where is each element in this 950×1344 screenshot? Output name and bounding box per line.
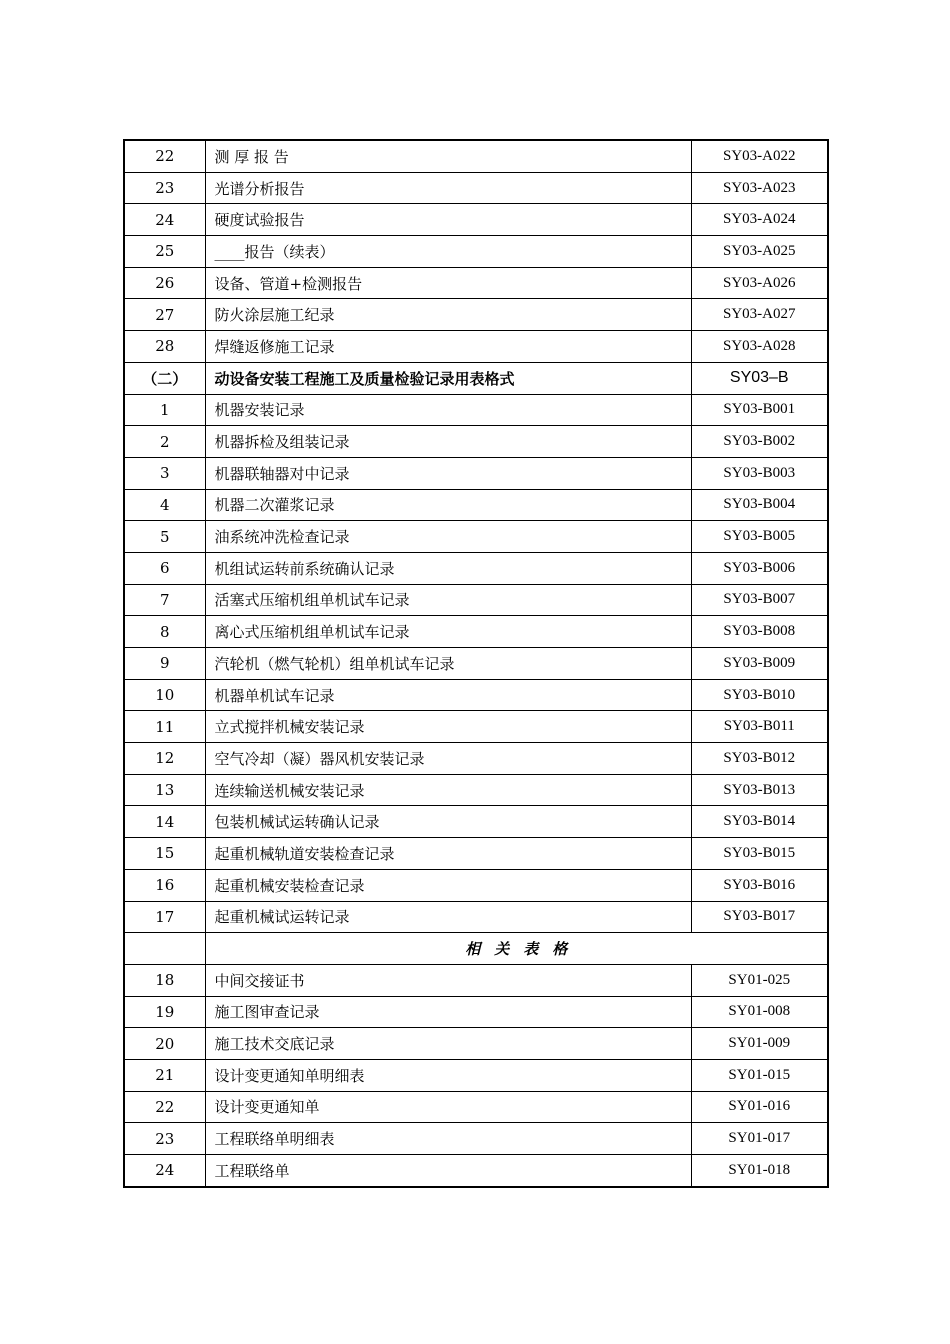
table-row <box>124 521 828 553</box>
form-code: SY01-017 <box>691 1123 828 1155</box>
form-name: 活塞式压缩机组单机试车记录 <box>205 584 691 616</box>
form-code: SY03-B007 <box>691 584 828 616</box>
form-name: ____报告（续表） <box>205 236 691 268</box>
row-number: 15 <box>124 838 205 870</box>
table-row <box>124 331 828 363</box>
form-index-table-container <box>123 139 827 1188</box>
table-row <box>124 1123 828 1155</box>
form-code: SY03-B006 <box>691 552 828 584</box>
form-code: SY03-B010 <box>691 679 828 711</box>
form-code: SY03-B005 <box>691 521 828 553</box>
row-number: 21 <box>124 1059 205 1091</box>
form-code: SY03-B003 <box>691 457 828 489</box>
table-row <box>124 1155 828 1187</box>
form-index-table-body <box>124 140 828 1187</box>
table-row <box>124 648 828 680</box>
form-name: 光谱分析报告 <box>205 172 691 204</box>
form-name: 机器单机试车记录 <box>205 679 691 711</box>
table-row <box>124 299 828 331</box>
form-name: 机组试运转前系统确认记录 <box>205 552 691 584</box>
form-name: 连续输送机械安装记录 <box>205 774 691 806</box>
form-code: SY03-A026 <box>691 267 828 299</box>
empty-cell <box>124 933 205 965</box>
form-name: 油系统冲洗检查记录 <box>205 521 691 553</box>
form-name: 立式搅拌机械安装记录 <box>205 711 691 743</box>
form-name: 设备、管道+检测报告 <box>205 267 691 299</box>
row-number: 9 <box>124 648 205 680</box>
row-number: 23 <box>124 1123 205 1155</box>
form-name: 施工技术交底记录 <box>205 1028 691 1060</box>
table-row <box>124 394 828 426</box>
form-name: 起重机械轨道安装检查记录 <box>205 838 691 870</box>
form-name: 施工图审查记录 <box>205 996 691 1028</box>
row-number: 4 <box>124 489 205 521</box>
table-row <box>124 774 828 806</box>
form-code: SY03-A025 <box>691 236 828 268</box>
section-title: 动设备安装工程施工及质量检验记录用表格式 <box>205 362 691 394</box>
row-number: 22 <box>124 140 205 172</box>
table-row <box>124 489 828 521</box>
form-code: SY03-B016 <box>691 869 828 901</box>
row-number: 10 <box>124 679 205 711</box>
table-row <box>124 1028 828 1060</box>
form-name: 机器安装记录 <box>205 394 691 426</box>
row-number: 8 <box>124 616 205 648</box>
related-forms-heading-row <box>124 933 828 965</box>
form-name: 机器二次灌浆记录 <box>205 489 691 521</box>
row-number: 17 <box>124 901 205 933</box>
table-row <box>124 236 828 268</box>
form-index-table <box>123 139 829 1188</box>
form-code: SY03-B012 <box>691 743 828 775</box>
table-row <box>124 457 828 489</box>
section-code: SY03–B <box>691 362 828 394</box>
row-number: 27 <box>124 299 205 331</box>
table-row <box>124 172 828 204</box>
form-name: 起重机械安装检查记录 <box>205 869 691 901</box>
table-row <box>124 964 828 996</box>
table-row <box>124 996 828 1028</box>
table-row <box>124 901 828 933</box>
row-number: 23 <box>124 172 205 204</box>
row-number: 20 <box>124 1028 205 1060</box>
form-name: 包装机械试运转确认记录 <box>205 806 691 838</box>
row-number: 5 <box>124 521 205 553</box>
form-code: SY03-B009 <box>691 648 828 680</box>
form-code: SY03-A027 <box>691 299 828 331</box>
row-number: 18 <box>124 964 205 996</box>
form-code: SY01-009 <box>691 1028 828 1060</box>
table-row <box>124 679 828 711</box>
row-number: 16 <box>124 869 205 901</box>
form-code: SY01-008 <box>691 996 828 1028</box>
form-code: SY03-B001 <box>691 394 828 426</box>
table-row <box>124 838 828 870</box>
row-number: 19 <box>124 996 205 1028</box>
table-row <box>124 584 828 616</box>
form-code: SY03-A024 <box>691 204 828 236</box>
form-name: 中间交接证书 <box>205 964 691 996</box>
row-number: 28 <box>124 331 205 363</box>
form-name: 工程联络单明细表 <box>205 1123 691 1155</box>
row-number: 3 <box>124 457 205 489</box>
row-number: 14 <box>124 806 205 838</box>
table-row <box>124 711 828 743</box>
table-row <box>124 869 828 901</box>
row-number: 11 <box>124 711 205 743</box>
row-number: 24 <box>124 204 205 236</box>
form-code: SY03-B017 <box>691 901 828 933</box>
form-name: 硬度试验报告 <box>205 204 691 236</box>
form-name: 机器拆检及组装记录 <box>205 426 691 458</box>
form-name: 离心式压缩机组单机试车记录 <box>205 616 691 648</box>
form-code: SY01-015 <box>691 1059 828 1091</box>
form-code: SY03-A028 <box>691 331 828 363</box>
form-name: 设计变更通知单明细表 <box>205 1059 691 1091</box>
form-code: SY03-A023 <box>691 172 828 204</box>
form-code: SY03-B011 <box>691 711 828 743</box>
form-code: SY03-B014 <box>691 806 828 838</box>
form-name: 设计变更通知单 <box>205 1091 691 1123</box>
form-name: 起重机械试运转记录 <box>205 901 691 933</box>
form-name: 工程联络单 <box>205 1155 691 1187</box>
form-name: 测 厚 报 告 <box>205 140 691 172</box>
form-code: SY03-B013 <box>691 774 828 806</box>
table-row <box>124 552 828 584</box>
form-code: SY01-018 <box>691 1155 828 1187</box>
table-row <box>124 267 828 299</box>
table-row <box>124 140 828 172</box>
table-row <box>124 616 828 648</box>
form-name: 汽轮机（燃气轮机）组单机试车记录 <box>205 648 691 680</box>
form-name: 机器联轴器对中记录 <box>205 457 691 489</box>
table-row <box>124 806 828 838</box>
form-code: SY03-B002 <box>691 426 828 458</box>
table-row <box>124 426 828 458</box>
row-number: 2 <box>124 426 205 458</box>
row-number: 7 <box>124 584 205 616</box>
row-number: 6 <box>124 552 205 584</box>
section-header-row <box>124 362 828 394</box>
row-number: 22 <box>124 1091 205 1123</box>
row-number: 24 <box>124 1155 205 1187</box>
form-name: 防火涂层施工纪录 <box>205 299 691 331</box>
form-code: SY01-025 <box>691 964 828 996</box>
table-row <box>124 743 828 775</box>
form-code: SY03-A022 <box>691 140 828 172</box>
row-number: 13 <box>124 774 205 806</box>
form-code: SY03-B004 <box>691 489 828 521</box>
row-number: 12 <box>124 743 205 775</box>
form-name: 空气冷却（凝）器风机安装记录 <box>205 743 691 775</box>
row-number: 1 <box>124 394 205 426</box>
form-name: 焊缝返修施工记录 <box>205 331 691 363</box>
row-number: 26 <box>124 267 205 299</box>
row-number: 25 <box>124 236 205 268</box>
table-row <box>124 204 828 236</box>
table-row <box>124 1091 828 1123</box>
form-code: SY03-B008 <box>691 616 828 648</box>
table-row <box>124 1059 828 1091</box>
section-number: （二） <box>124 362 205 394</box>
related-forms-heading: 相关表格 <box>205 933 828 965</box>
form-code: SY01-016 <box>691 1091 828 1123</box>
form-code: SY03-B015 <box>691 838 828 870</box>
